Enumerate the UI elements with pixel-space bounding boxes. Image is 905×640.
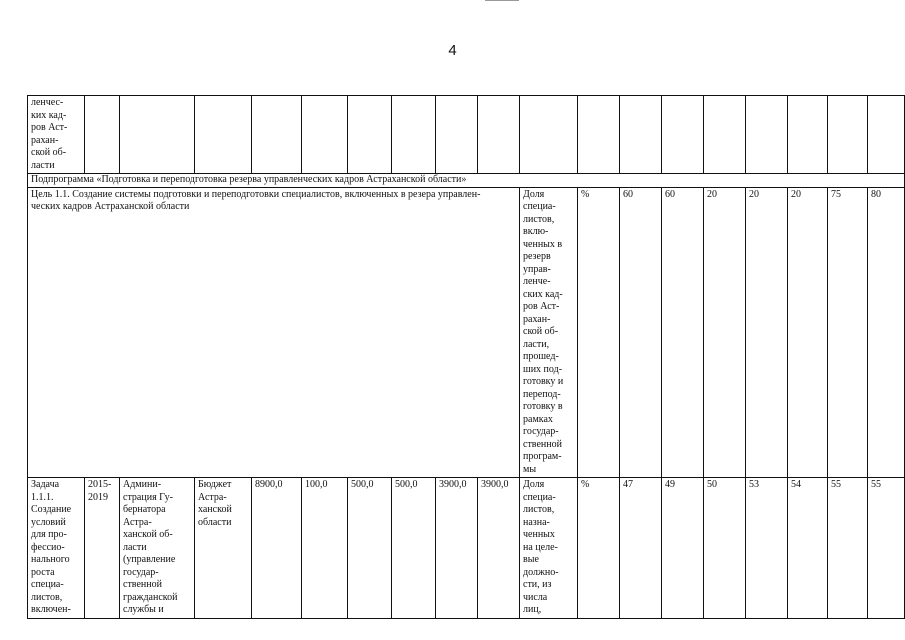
table-cell	[392, 96, 436, 174]
task-value: 53	[746, 478, 788, 619]
goal-unit: %	[578, 187, 620, 478]
task-source: Бюджет Астра- ханской области	[195, 478, 252, 619]
task-amount: 100,0	[302, 478, 348, 619]
table-cell	[788, 96, 828, 174]
task-indicator: Доля специа- листов, назна- ченных на целе- вые должно- сти, из числа лиц,	[520, 478, 578, 619]
task-amount: 3900,0	[478, 478, 520, 619]
table-cell	[578, 96, 620, 174]
goal-value: 60	[662, 187, 704, 478]
goal-value: 80	[868, 187, 905, 478]
program-table	[27, 95, 905, 619]
subprogram-row	[28, 174, 905, 188]
task-name: Задача 1.1.1. Создание условий для про- фессио- нального роста специа- листов, включен-	[28, 478, 85, 619]
table-cell	[620, 96, 662, 174]
table-cell	[704, 96, 746, 174]
subprogram-title: Подпрограмма «Подготовка и переподготовка резерва управленческих кадров Астраханской области»	[28, 174, 905, 188]
task-row	[28, 478, 905, 619]
goal-value: 20	[746, 187, 788, 478]
goal-text: Цель 1.1. Создание системы подготовки и переподготовки специалистов, включенных в резера управлен- ческих кадров Астраханской области	[28, 187, 520, 478]
table-cell	[348, 96, 392, 174]
table-cell	[662, 96, 704, 174]
goal-value: 75	[828, 187, 868, 478]
task-period: 2015- 2019	[85, 478, 120, 619]
table-cell	[85, 96, 120, 174]
goal-value: 20	[704, 187, 746, 478]
table-cell: ленчес- ких кад- ров Аст- рахан- ской об- ласти	[28, 96, 85, 174]
table-cell	[746, 96, 788, 174]
table-cell	[302, 96, 348, 174]
table-cell	[436, 96, 478, 174]
table-cell	[478, 96, 520, 174]
table-cell	[195, 96, 252, 174]
task-value: 55	[868, 478, 905, 619]
table-cell	[828, 96, 868, 174]
task-unit: %	[578, 478, 620, 619]
task-executor: Админи- страция Гу- бернатора Астра- ханской об- ласти (управление государ- ственной гражданской службы и	[120, 478, 195, 619]
goal-value: 20	[788, 187, 828, 478]
task-value: 54	[788, 478, 828, 619]
table-cell	[120, 96, 195, 174]
task-amount: 3900,0	[436, 478, 478, 619]
task-amount: 500,0	[392, 478, 436, 619]
task-value: 49	[662, 478, 704, 619]
task-value: 50	[704, 478, 746, 619]
task-value: 47	[620, 478, 662, 619]
page-number: 4	[448, 42, 457, 59]
goal-indicator: Доля специа- листов, вклю- ченных в резерв управ- ленче- ских кад- ров Аст- рахан- ской об- ласти, прошед- ших под- готовку и перепод- готовку в рамках государ- ственной програм- мы	[520, 187, 578, 478]
table-cell	[868, 96, 905, 174]
scan-mark	[485, 0, 519, 1]
task-amount: 500,0	[348, 478, 392, 619]
goal-row	[28, 187, 905, 478]
goal-value: 60	[620, 187, 662, 478]
task-value: 55	[828, 478, 868, 619]
table-cell	[520, 96, 578, 174]
task-amount: 8900,0	[252, 478, 302, 619]
table-row	[28, 96, 905, 174]
table-cell	[252, 96, 302, 174]
